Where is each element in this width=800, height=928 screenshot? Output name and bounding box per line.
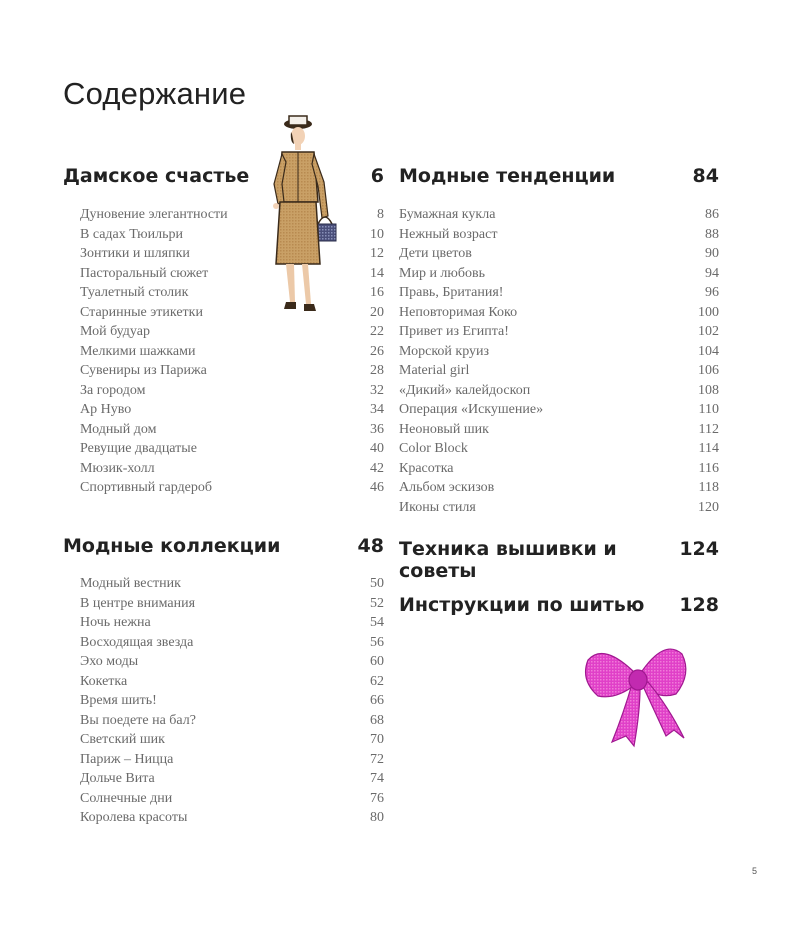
toc-entry[interactable]	[399, 400, 719, 420]
toc-entry-page: 40	[370, 441, 384, 456]
toc-entry-page: 56	[370, 634, 384, 650]
toc-entry-title: Модный дом	[80, 421, 157, 437]
toc-entry-title: Дети цветов	[399, 246, 472, 261]
toc-entry-title: Королева красоты	[80, 810, 188, 825]
toc-entry-page: 118	[698, 480, 719, 495]
toc-entry[interactable]	[80, 730, 384, 750]
toc-entry-page: 68	[370, 712, 384, 728]
toc-entry-page: 26	[370, 343, 384, 359]
toc-entry-page: 106	[698, 363, 719, 378]
toc-entry[interactable]	[80, 750, 384, 770]
toc-entry-title: Эхо моды	[80, 654, 139, 669]
section-title: Дамское счастье	[63, 165, 250, 187]
entry-list-s3	[399, 205, 719, 517]
toc-entry-page: 52	[370, 595, 384, 611]
toc-entry-page: 104	[698, 343, 719, 359]
toc-entry-page: 102	[698, 324, 719, 339]
section-heading-instrukcii-po-shityu[interactable]	[399, 594, 719, 616]
toc-entry-page: 46	[370, 480, 384, 495]
toc-entry-title: Восходящая звезда	[80, 634, 194, 650]
toc-entry-page: 86	[705, 207, 719, 222]
toc-entry-title: «Дикий» калейдоскоп	[399, 382, 531, 398]
toc-entry-title: Кокетка	[80, 673, 128, 689]
toc-entry[interactable]	[399, 381, 719, 401]
toc-entry-page: 76	[370, 790, 384, 806]
toc-entry-title: Ночь нежна	[80, 615, 151, 630]
toc-entry[interactable]	[80, 808, 384, 828]
entry-list-s2	[80, 574, 384, 828]
toc-entry-title: Мир и любовь	[399, 265, 485, 281]
toc-entry-title: Светский шик	[80, 732, 165, 747]
toc-entry-title: Дольче Вита	[80, 771, 155, 786]
toc-entry-title: Солнечные дни	[80, 790, 173, 806]
toc-entry[interactable]	[80, 691, 384, 711]
toc-entry-title: Color Block	[399, 441, 468, 456]
section-page: 48	[357, 535, 384, 557]
page-number: 5	[752, 866, 758, 876]
lady-illustration	[262, 112, 344, 322]
toc-entry[interactable]	[80, 400, 384, 420]
toc-entry-page: 70	[370, 732, 384, 747]
toc-entry[interactable]	[399, 303, 719, 323]
section-heading-tehnika-vyshivki[interactable]	[399, 538, 719, 582]
bow-illustration	[582, 640, 694, 750]
toc-entry-title: Material girl	[399, 363, 470, 378]
section-title: Модные коллекции	[63, 535, 281, 557]
toc-entry-page: 120	[698, 499, 719, 515]
section-page: 84	[692, 165, 719, 187]
toc-entry-page: 108	[698, 382, 719, 398]
toc-entry-page: 42	[370, 460, 384, 476]
toc-entry-page: 116	[698, 460, 719, 476]
toc-entry-title: Альбом эскизов	[399, 480, 495, 495]
toc-entry-page: 66	[370, 693, 384, 708]
toc-entry[interactable]	[80, 478, 384, 498]
page-title: Содержание	[63, 76, 247, 111]
toc-entry-title: Сувениры из Парижа	[80, 363, 207, 378]
toc-entry-title: Морской круиз	[399, 343, 490, 359]
toc-entry[interactable]	[80, 574, 384, 594]
toc-entry-title: Правь, Британия!	[399, 285, 504, 300]
toc-entry[interactable]	[80, 420, 384, 440]
toc-entry-title: Дуновение элегантности	[80, 207, 228, 222]
toc-entry[interactable]	[80, 652, 384, 672]
toc-entry[interactable]	[399, 264, 719, 284]
toc-entry[interactable]	[399, 322, 719, 342]
toc-entry-title: Мой будуар	[80, 324, 150, 339]
toc-entry-title: Красотка	[399, 460, 454, 476]
toc-entry-title: Мелкими шажками	[80, 343, 196, 359]
toc-entry-page: 100	[698, 304, 719, 320]
toc-entry-title: Ар Нуво	[80, 402, 132, 417]
section-page: 6	[370, 165, 384, 187]
section-heading-modnye-tendencii[interactable]	[399, 165, 719, 187]
toc-entry-title: Мюзик-холл	[80, 460, 155, 476]
toc-entry-page: 94	[705, 265, 719, 281]
toc-entry[interactable]	[80, 789, 384, 809]
toc-entry-title: В садах Тюильри	[80, 226, 183, 242]
toc-entry-title: Неоновый шик	[399, 421, 489, 437]
section-heading-modnye-kollekcii[interactable]	[63, 535, 384, 557]
toc-entry[interactable]	[399, 361, 719, 381]
toc-entry[interactable]	[399, 225, 719, 245]
toc-entry[interactable]	[80, 594, 384, 614]
toc-entry-page: 34	[370, 402, 384, 417]
toc-entry-page: 88	[705, 226, 719, 242]
toc-entry-page: 16	[370, 285, 384, 300]
toc-entry[interactable]	[80, 711, 384, 731]
toc-entry-page: 60	[370, 654, 384, 669]
section-title: Инструкции по шитью	[399, 594, 645, 616]
toc-entry-page: 112	[698, 421, 719, 437]
toc-entry[interactable]	[80, 381, 384, 401]
toc-entry-page: 110	[698, 402, 719, 417]
toc-entry[interactable]	[399, 498, 719, 518]
section-title: Модные тенденции	[399, 165, 616, 187]
toc-entry[interactable]	[399, 342, 719, 362]
toc-entry-title: Модный вестник	[80, 576, 181, 591]
toc-entry[interactable]	[80, 342, 384, 362]
toc-entry-title: Привет из Египта!	[399, 324, 509, 339]
toc-entry-page: 62	[370, 673, 384, 689]
toc-entry-page: 8	[377, 207, 384, 222]
toc-entry[interactable]	[399, 283, 719, 303]
toc-entry[interactable]	[399, 420, 719, 440]
toc-entry[interactable]	[80, 613, 384, 633]
toc-entry-page: 14	[370, 265, 384, 281]
toc-entry-page: 74	[370, 771, 384, 786]
toc-entry[interactable]	[80, 439, 384, 459]
toc-entry-page: 28	[370, 363, 384, 378]
toc-entry-title: Неповторимая Коко	[399, 304, 518, 320]
toc-entry-page: 20	[370, 304, 384, 320]
toc-entry[interactable]	[399, 478, 719, 498]
toc-entry-title: Пасторальный сюжет	[80, 265, 209, 281]
toc-entry-title: Париж – Ницца	[80, 751, 174, 767]
toc-entry-page: 36	[370, 421, 384, 437]
toc-entry[interactable]	[80, 769, 384, 789]
toc-entry-page: 72	[370, 751, 384, 767]
toc-entry-page: 90	[705, 246, 719, 261]
toc-entry-page: 54	[370, 615, 384, 630]
toc-entry-title: Иконы стиля	[399, 499, 476, 515]
section-page: 128	[679, 594, 719, 616]
section-page: 124	[679, 538, 719, 560]
toc-entry-page: 114	[698, 441, 719, 456]
toc-entry[interactable]	[80, 633, 384, 653]
toc-entry[interactable]	[399, 205, 719, 225]
toc-entry[interactable]	[80, 672, 384, 692]
toc-entry[interactable]	[80, 361, 384, 381]
toc-entry-title: Спортивный гардероб	[80, 480, 212, 495]
toc-entry[interactable]	[80, 322, 384, 342]
toc-entry-page: 10	[370, 226, 384, 242]
toc-entry-page: 12	[370, 246, 384, 261]
toc-entry-page: 22	[370, 324, 384, 339]
toc-entry-title: Операция «Искушение»	[399, 402, 544, 417]
toc-entry-page: 50	[370, 576, 384, 591]
toc-entry-page: 80	[370, 810, 384, 825]
toc-entry-title: Нежный возраст	[399, 226, 498, 242]
toc-entry-title: Бумажная кукла	[399, 207, 496, 222]
toc-entry-title: Ревущие двадцатые	[80, 441, 197, 456]
toc-entry-title: Зонтики и шляпки	[80, 246, 190, 261]
toc-entry[interactable]	[399, 439, 719, 459]
toc-entry-page: 96	[705, 285, 719, 300]
toc-entry-title: За городом	[80, 382, 146, 398]
toc-entry-title: Время шить!	[80, 693, 157, 708]
toc-entry-title: Вы поедете на бал?	[80, 712, 196, 728]
toc-entry[interactable]	[399, 244, 719, 264]
toc-entry[interactable]	[80, 459, 384, 479]
toc-entry[interactable]	[399, 459, 719, 479]
toc-entry-title: Туалетный столик	[80, 285, 189, 300]
toc-entry-page: 32	[370, 382, 384, 398]
section-title: Техника вышивки и советы	[399, 538, 617, 582]
toc-entry-title: Старинные этикетки	[80, 304, 203, 320]
toc-entry-title: В центре внимания	[80, 595, 196, 611]
